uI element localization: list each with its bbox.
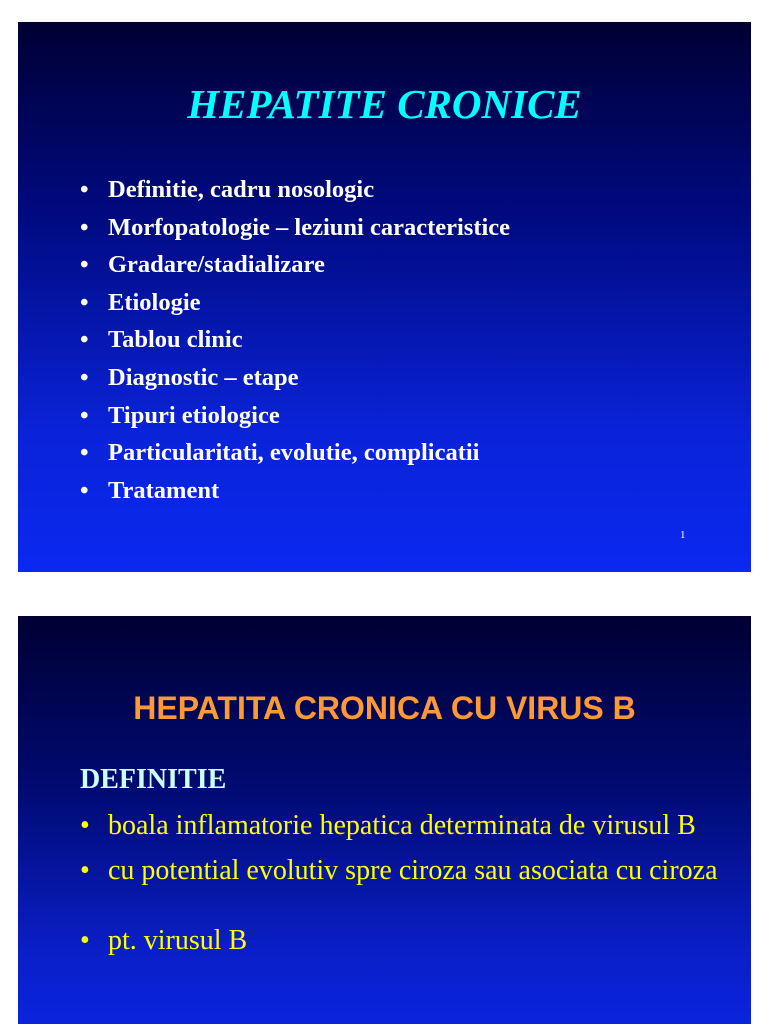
bullet-text: Gradare/stadializare (108, 251, 325, 279)
bullet-item (80, 472, 510, 510)
bullet-icon: • (80, 288, 89, 316)
bullet-text: boala inflamatorie hepatica determinata de virusul B (108, 810, 696, 841)
bullet-icon: • (80, 401, 89, 429)
slide-1 (18, 22, 751, 572)
bullet-item (80, 809, 720, 842)
bullet-text: Diagnostic – etape (108, 363, 299, 391)
bullet-text: pt. virusul B (108, 925, 248, 956)
bullet-item (80, 434, 510, 472)
bullet-item (80, 924, 720, 957)
bullet-text: Etiologie (108, 288, 201, 316)
slide-2-title: HEPATITA CRONICA CU VIRUS B (133, 690, 636, 726)
bullet-icon: • (80, 810, 90, 841)
slide-1-title: HEPATITE CRONICE (187, 81, 582, 127)
bullet-text: cu potential evolutiv spre ciroza sau asociata cu ciroza (108, 855, 718, 886)
bullet-item (80, 321, 510, 359)
bullet-text: Tipuri etiologice (108, 401, 280, 429)
bullet-item (80, 397, 510, 435)
bullet-item (80, 171, 510, 209)
slide-2-bullet-list (80, 809, 720, 969)
bullet-icon: • (80, 176, 89, 203)
bullet-text: Tratament (108, 476, 220, 504)
bullet-text: Particularitati, evolutie, complicatii (108, 439, 480, 467)
bullet-item (80, 854, 720, 887)
bullet-icon: • (80, 363, 89, 391)
bullet-text: Definitie, cadru nosologic (108, 176, 375, 203)
slide-number: 1 (680, 529, 686, 541)
bullet-icon: • (80, 439, 89, 467)
slide-2-subheading: DEFINITIE (80, 764, 227, 795)
bullet-icon: • (80, 213, 89, 241)
bullet-icon: • (80, 326, 89, 354)
slide-2 (18, 616, 751, 1024)
bullet-text: Tablou clinic (108, 326, 243, 354)
bullet-icon: • (80, 925, 90, 956)
bullet-icon: • (80, 251, 89, 279)
bullet-item (80, 284, 510, 322)
bullet-item (80, 359, 510, 397)
bullet-item (80, 246, 510, 284)
slide-1-bullet-list (80, 171, 510, 509)
bullet-icon: • (80, 855, 90, 886)
bullet-icon: • (80, 476, 89, 504)
bullet-item (80, 209, 510, 247)
bullet-text: Morfopatologie – leziuni caracteristice (108, 213, 511, 241)
